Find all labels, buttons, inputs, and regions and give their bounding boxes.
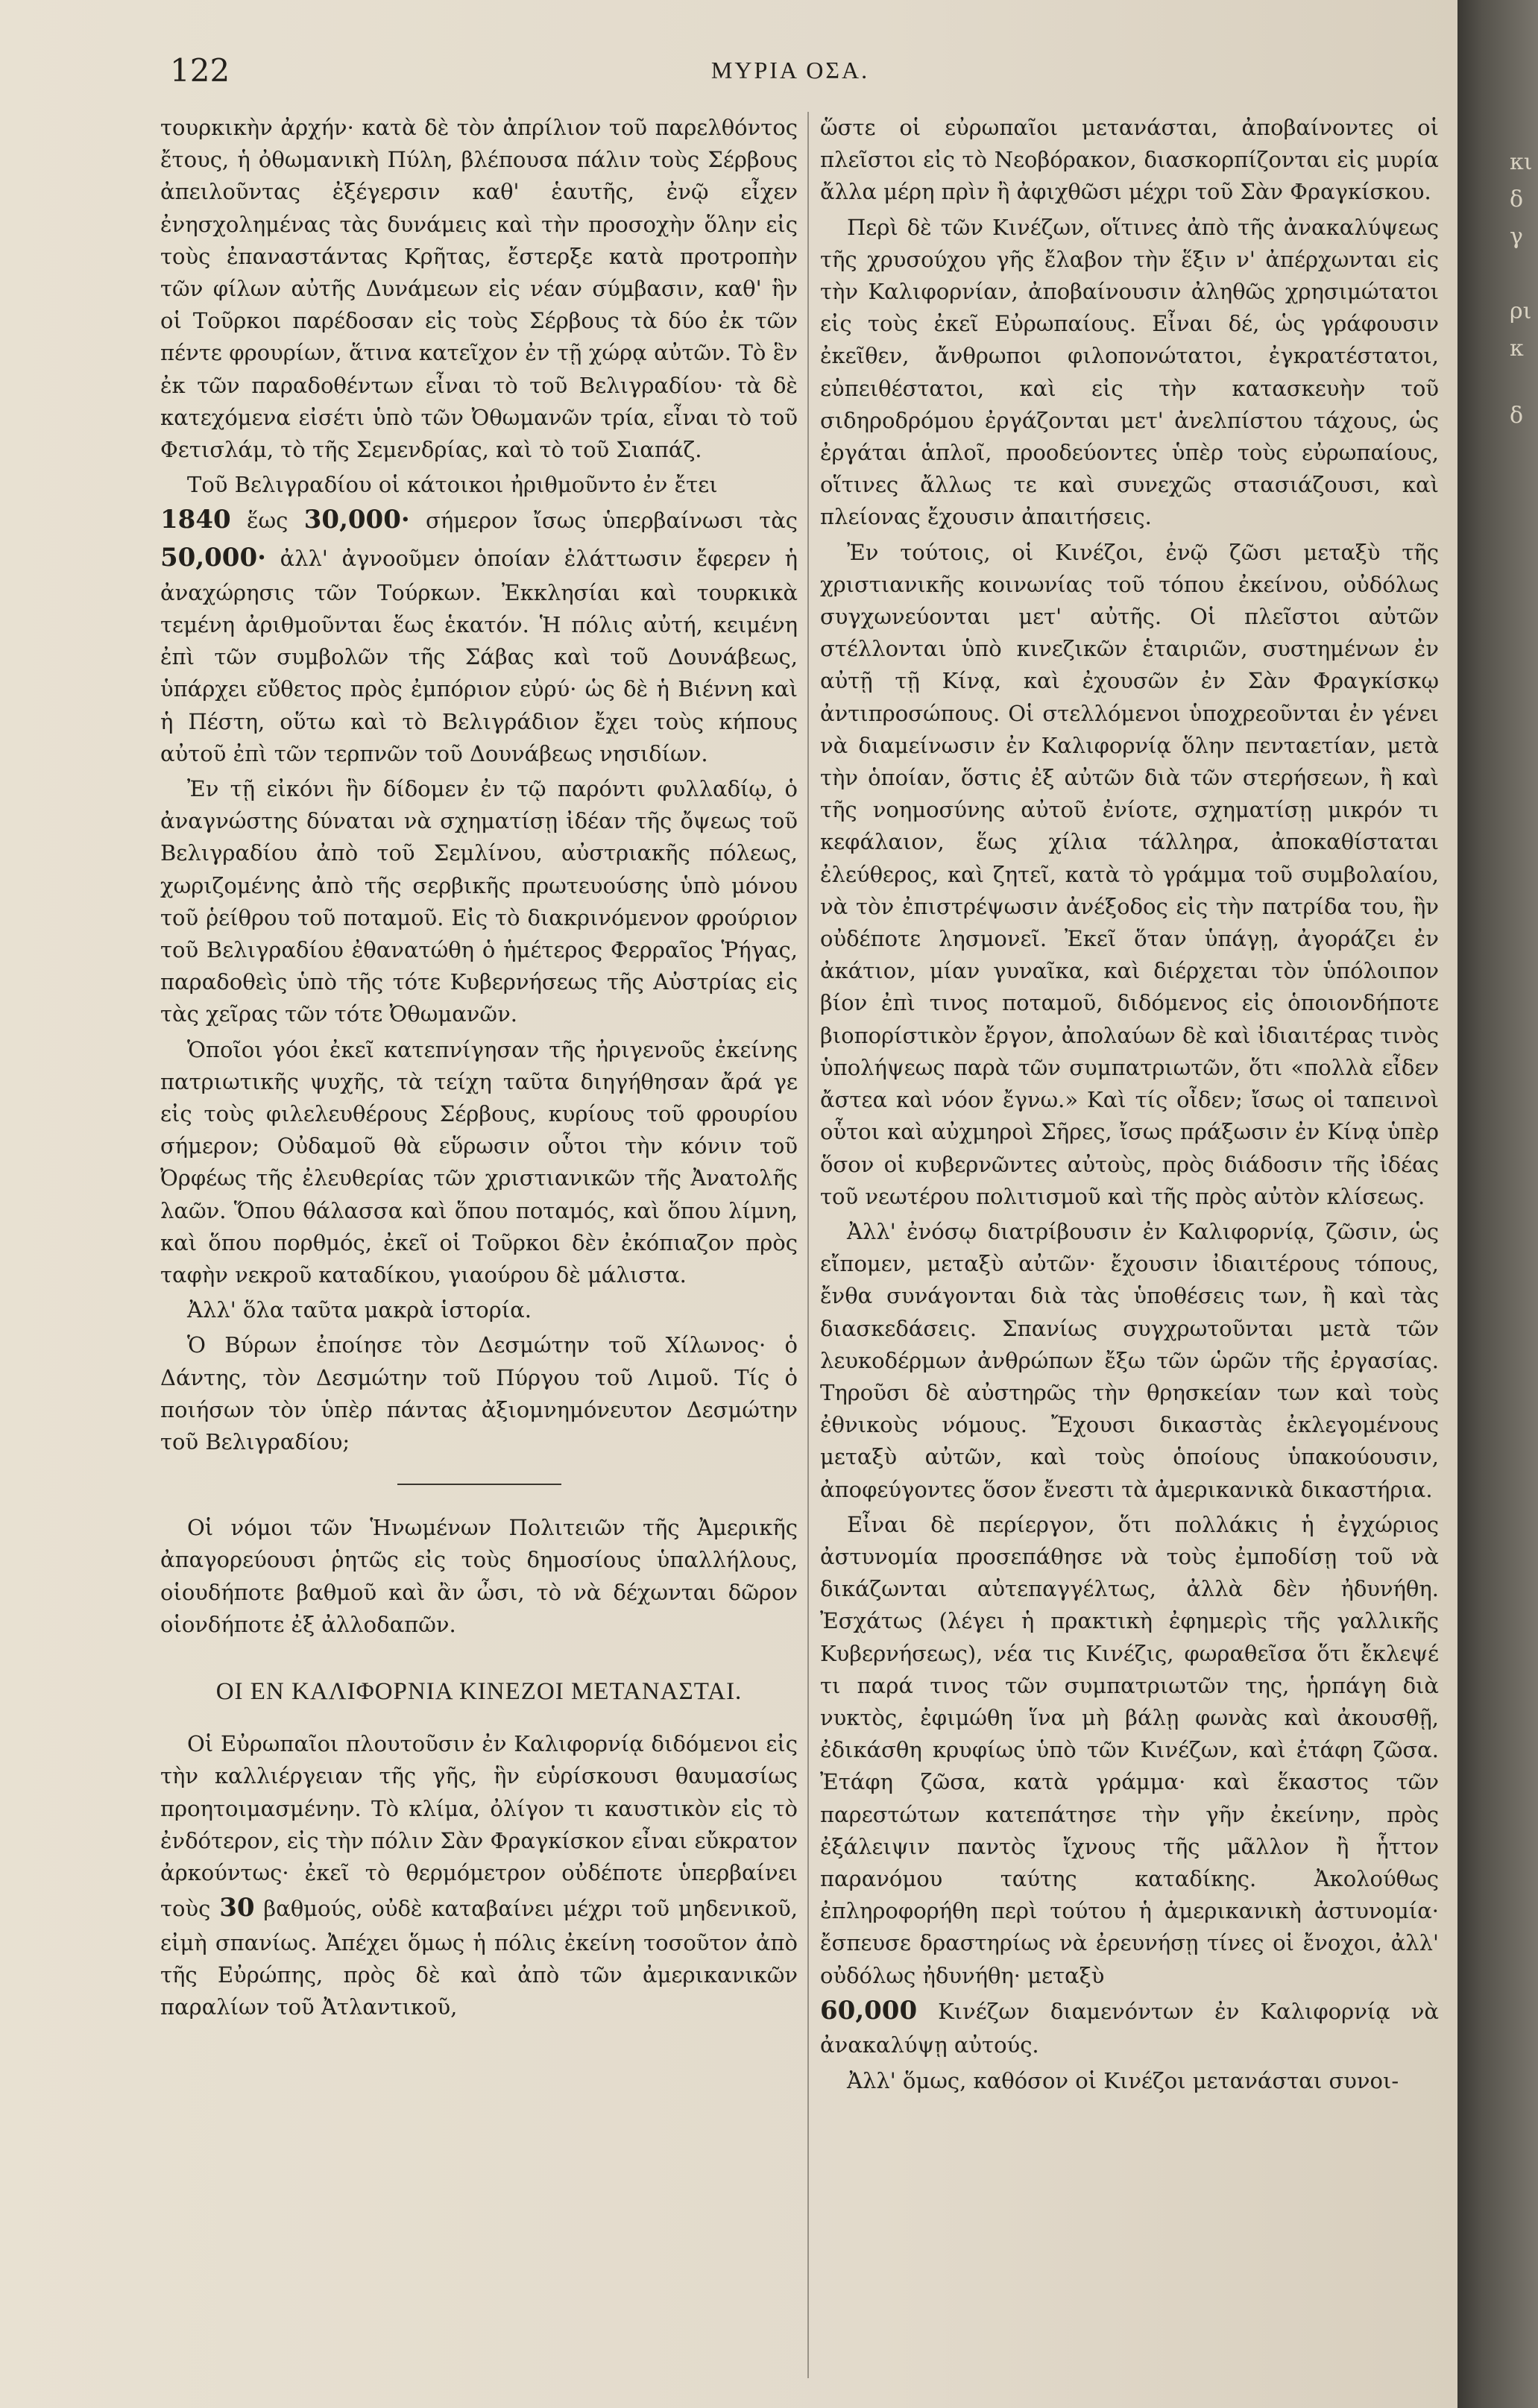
police-text-a: Εἶναι δὲ περίεργον, ὅτι πολλάκις ἡ ἐγχώριος ἀστυνομία προσεπάθησε νὰ τοὺς ἐμποδίσῃ τοῦ νὰ δικάζωνται αὐτεπαγγέλτως, ἀλλὰ δὲν ἠδυνήθη. Ἐσχάτως (λέγει ἡ πρακτικὴ ἐφημερὶς τῆς γαλλικῆς Κυβερνήσεως), νέα τις Κινέζις, φωραθεῖσα ὅτι ἔκλεψέ τι παρά τινος τῶν συμπατριωτῶν της, ἡρπάγη διὰ νυκτὸς, ἐφιμώθη ἵνα μὴ βάλῃ φωνὰς καὶ ἀκουσθῇ, ἐδικάσθη κρυφίως ὑπὸ τῶν Κινέζων, καὶ ἐτάφη ζῶσα. Ἐτάφη ζῶσα, κατὰ γράμμα· καὶ ἕκαστος τῶν παρεστώτων κατεπάτησε τὴν γῆν ἐκείνην, πρὸς ἐξάλειψιν παντὸς ἴχνους τῆς μᾶλλον ἢ ἧττον παρανόμου ταύτης καταδίκης. Ἀκολούθως ἐπληροφορήθη περὶ τούτου ἡ ἀμερικανικὴ ἀστυνομία· ἔσπευσε δραστηρίως νὰ ἐρευνήσῃ τίνες οἱ ἔνοχοι, ἀλλ' οὐδόλως ἠδυνήθη· μεταξὺ xyxy=(820,1511,1439,1988)
left-paragraph-5: Ἀλλ' ὅλα ταῦτα μακρὰ ἱστορία. xyxy=(187,1297,532,1323)
right-paragraph-5 xyxy=(820,1509,1439,2062)
right-paragraph-3: Ἐν τούτοις, οἱ Κινέζοι, ἐνῷ ζῶσι μεταξὺ τῆς χριστιανικῆς κοινωνίας τοῦ τόπου ἐκείνου, οὐδόλως συγχωνεύονται μετ' αὐτῆς. Οἱ πλεῖστοι αὐτῶν στέλλονται ὑπὸ κινεζικῶν ἑταιριῶν, συστημένων ἐν αὐτῇ τῇ Κίνᾳ, καὶ ἐχουσῶν ἐν Σὰν Φραγκίσκῳ ἀντιπροσώπους. Οἱ στελλόμενοι ὑποχρεοῦνται ἐν γένει νὰ διαμείνωσιν ἐν Καλιφορνίᾳ ὅλην πενταετίαν, μετὰ τὴν ὁποίαν, ὅστις ἐξ αὐτῶν διὰ τῶν στερήσεων, ἢ καὶ τῆς νοημοσύνης αὐτοῦ ἐνίοτε, σχηματίσῃ μικρόν τι κεφάλαιον, ἕως χίλια τάλληρα, ἀποκαθίσταται ἐλεύθερος, καὶ ζητεῖ, κατὰ τὸ γράμμα τοῦ συμβολαίου, νὰ τὸν ἐπιστρέψωσιν ἀνέξοδος εἰς τὴν πατρίδα του, ἣν οὐδέποτε λησμονεῖ. Ἐκεῖ ὅταν ὑπάγῃ, ἀγοράζει ἐν ἀκάτιον, μίαν γυναῖκα, καὶ διέρχεται τὸν ὑπόλοιπον βίον ἐπὶ τινος ποταμοῦ, διδόμενος εἰς ὁποιονδήποτε βιοπορίστικὸν ἔργον, ἀπολαύων δὲ καὶ ἰδιαιτέρας τινὸς ὑπολήψεως παρὰ τῶν συμπατριωτῶν, ὅτι «πολλὰ εἶδεν ἄστεα καὶ νόον ἔγνω.» Καὶ τίς οἶδεν; ἴσως οἱ ταπεινοὶ οὗτοι καὶ αὐχμηροὶ Σῆρες, ἴσως πράξωσιν ἐν Κίνᾳ ὑπὲρ ὅσον οἱ κυβερνῶντες αὐτοὺς, πρὸς διάδοσιν τῆς ἰδέας τοῦ νεωτέρου πολιτισμοῦ καὶ τῆς πρὸς αὐτὸν κλίσεως. xyxy=(820,539,1439,1209)
right-column xyxy=(820,112,1439,2100)
population-30000: 30,000· xyxy=(303,505,410,535)
edge-fragment: κ xyxy=(1510,335,1524,362)
belgrade-population-text-d: ἀλλ' ἀγνοοῦμεν ὁποίαν ἐλάττωσιν ἔφερεν ἡ ἀναχώρησις τῶν Τούρκων. Ἐκκλησίαι καὶ τουρκικὰ τεμένη ἀριθμοῦνται ἕως ἑκατόν. Ἡ πόλις αὐτή, κειμένη ἐπὶ τῶν συμβολῶν τῆς Σάβας καὶ τοῦ Δουνάβεως, ὑπάρχει εὔθετος πρὸς ἐμπόριον εὐρύ· ὡς δὲ ἡ Βιέννη καὶ ἡ Πέστη, οὕτω καὶ τὸ Βελιγράδιον ἔχει τοὺς κήπους αὐτοῦ ἐπὶ τῶν τερπνῶν τοῦ Δουνάβεως νησιδίων. xyxy=(160,546,798,766)
right-paragraph-1: ὥστε οἱ εὐρωπαῖοι μετανάσται, ἀποβαίνοντες οἱ πλεῖστοι εἰς τὸ Νεοβόρακον, διασκορπίζονται εἰς μυρία ἄλλα μέρη πρὶν ἢ ἀφιχθῶσι μέχρι τοῦ Σὰν Φραγκίσκου. xyxy=(820,115,1439,205)
belgrade-population-text-a: Τοῦ Βελιγραδίου οἱ κάτοικοι ἠριθμοῦντο ἐν ἔτει xyxy=(187,472,718,498)
left-paragraph-1: τουρκικὴν ἀρχήν· κατὰ δὲ τὸν ἀπρίλιον τοῦ παρελθόντος ἔτους, ἡ ὀθωμανικὴ Πύλη, βλέπουσα πάλιν τοὺς Σέρβους ἀπειλοῦντας ἐξέγερσιν καθ' ἑαυτῆς, ἐνῷ εἶχεν ἐνησχολημένας τὰς δυνάμεις καὶ τὴν προσοχὴν ὅλην εἰς τοὺς ἐπαναστάντας Κρῆτας, ἔστερξε κατὰ προτροπὴν τῶν φίλων αὐτῆς Δυνάμεων εἰς νέαν σύμβασιν, καθ' ἣν οἱ Τοῦρκοι παρέδοσαν εἰς τοὺς Σέρβους τὰ δύο ἐκ τῶν πέντε φρουρίων, ἅτινα κατεῖχον ἐν τῇ χώρᾳ αὐτῶν. Τὸ ἓν ἐκ τῶν παραδοθέντων εἶναι τὸ τοῦ Βελιγραδίου· τὰ δὲ κατεχόμενα εἰσέτι ὑπὸ τῶν Ὀθωμανῶν τρία, εἶναι τὸ τοῦ Φετισλάμ, τὸ τῆς Σεμενδρίας, καὶ τὸ τοῦ Σιαπάζ. xyxy=(160,115,798,463)
left-paragraph-7: Οἱ νόμοι τῶν Ἡνωμένων Πολιτειῶν τῆς Ἀμερικῆς ἀπαγορεύουσι ῥητῶς εἰς τοὺς δημοσίους ὑπαλλήλους, οἱουδήποτε βαθμοῦ καὶ ἂν ὦσι, τὸ νὰ δέχωνται δῶρον οἱονδήποτε ἐξ ἀλλοδαπῶν. xyxy=(160,1515,798,1637)
left-paragraph-6: Ὁ Βύρων ἐποίησε τὸν Δεσμώτην τοῦ Χίλωνος· ὁ Δάντης, τὸν Δεσμώτην τοῦ Πύργου τοῦ Λιμοῦ. Τίς ὁ ποιήσων τὸν ὑπὲρ πάντας ἀξιομνημόνευτον Δεσμώτην τοῦ Βελιγραδίου; xyxy=(160,1332,798,1455)
next-page-edge xyxy=(1457,0,1538,2408)
left-paragraph-2 xyxy=(160,469,798,770)
right-paragraph-2: Περὶ δὲ τῶν Κινέζων, οἵτινες ἀπὸ τῆς ἀνακαλύψεως τῆς χρυσούχου γῆς ἔλαβον τὴν ἕξιν ν' ἀπέρχωνται εἰς τὴν Καλιφορνίαν, ἀποβαίνουσιν ἀληθῶς χρησιμώτατοι εἰς τοὺς ἐκεῖ Εὐρωπαίους. Εἶναι δέ, ὡς γράφουσιν ἐκεῖθεν, ἄνθρωποι φιλοπονώτατοι, ἐγκρατέστατοι, εὐπειθέστατοι, καὶ εἰς τὴν κατασκευὴν τοῦ σιδηροδρόμου ἐργάζονται μετ' ἀνελπίστου τάχους, ὡς ἐργάται ἁπλοῖ, προοδεύοντες ὑπὲρ τοὺς εὐρωπαίους, οἵτινες ἄλλως τε καὶ συνεχῶς στασιάζουσι, καὶ πλείονας ἔχουσιν ἀπαιτήσεις. xyxy=(820,214,1439,530)
degrees-30: 30 xyxy=(219,1893,255,1923)
edge-fragment: γ xyxy=(1510,224,1523,250)
chinese-60000: 60,000 xyxy=(820,1995,918,2026)
left-paragraph-3: Ἐν τῇ εἰκόνι ἣν δίδομεν ἐν τῷ παρόντι φυλλαδίῳ, ὁ ἀναγνώστης δύναται νὰ σχηματίσῃ ἰδέαν τῆς ὄψεως τοῦ Βελιγραδίου ἀπὸ τοῦ Σεμλίνου, αὐστριακῆς πόλεως, χωριζομένης ἀπὸ τῆς σερβικῆς πρωτευούσης ὑπὸ μόνου τοῦ ῥείθρου τοῦ ποταμοῦ. Εἰς τὸ διακρινόμενον φρούριον τοῦ Βελιγραδίου ἐθανατώθη ὁ ἡμέτερος Φερραῖος Ῥήγας, παραδοθεὶς ὑπὸ τῆς τότε Κυβερνήσεως τῆς Αὐστρίας εἰς τὰς χεῖρας τῶν τότε Ὀθωμανῶν. xyxy=(160,775,798,1027)
page-number: 122 xyxy=(170,52,230,89)
column-divider xyxy=(807,112,809,2378)
section-divider xyxy=(397,1484,561,1485)
left-column xyxy=(160,112,798,2026)
edge-fragment: δ xyxy=(1510,403,1524,429)
police-text-b: Κινέζων διαμενόντων ἐν Καλιφορνίᾳ νὰ ἀνακαλύψῃ αὐτούς. xyxy=(820,1998,1439,2058)
right-paragraph-6: Ἀλλ' ὅμως, καθόσον οἱ Κινέζοι μετανάσται συνοι- xyxy=(847,2067,1399,2093)
right-paragraph-4: Ἀλλ' ἐνόσῳ διατρίβουσιν ἐν Καλιφορνίᾳ, ζῶσιν, ὡς εἴπομεν, μεταξὺ αὐτῶν· ἔχουσιν ἰδιαιτέρους τόπους, ἔνθα συνάγονται διὰ τὰς ὑποθέσεις των, ἢ καὶ τὰς διασκεδάσεις. Σπανίως συγχρωτοῦνται μετὰ τῶν λευκοδέρμων ἀνθρώπων ἔξω τῶν ὡρῶν τῆς ἐργασίας. Τηροῦσι δὲ αὐστηρῶς τὴν θρησκείαν των καὶ τοὺς ἐθνικοὺς νόμους. Ἔχουσι δικαστὰς ἐκλεγομένους μεταξὺ αὐτῶν, καὶ τοὺς ὁποίους ὑπακούουσιν, ἀποφεύγοντες ὅσον ἔνεστι τὰ ἀμερικανικὰ δικαστήρια. xyxy=(820,1218,1439,1502)
section-heading: ΟΙ ΕΝ ΚΑΛΙΦΟΡΝΙΑ ΚΙΝΕΖΟΙ ΜΕΤΑΝΑΣΤΑΙ. xyxy=(215,1678,743,1706)
journal-title: ΜΥΡΙΑ ΟΣΑ. xyxy=(710,57,870,83)
left-paragraph-4: Ὁποῖοι γόοι ἐκεῖ κατεπνίγησαν τῆς ἠριγενοῦς ἐκείνης πατριωτικῆς ψυχῆς, τὰ τείχη ταῦτα διηγήθησαν ἄρά γε εἰς τοὺς φιλελευθέρους Σέρβους, κυρίους τοῦ φρουρίου σήμερον; Οὐδαμοῦ θὰ εὕρωσιν οὗτοι τὴν κόνιν τοῦ Ὀρφέως τῆς ἐλευθερίας τῶν χριστιανικῶν τῆς Ἀνατολῆς λαῶν. Ὅπου θάλασσα καὶ ὅπου ποταμός, καὶ ὅπου λίμνη, καὶ ὅπου πορθμός, ἐκεῖ οἱ Τοῦρκοι δὲν ἐκόπιαζον πρὸς ταφὴν νεκροῦ καταδίκου, γιαούρου δὲ μάλιστα. xyxy=(160,1036,798,1288)
belgrade-population-text-c: σήμερον ἴσως ὑπερβαίνωσι τὰς xyxy=(426,508,798,534)
california-text-a: Οἱ Εὐρωπαῖοι πλουτοῦσιν ἐν Καλιφορνίᾳ διδόμενοι εἰς τὴν καλλιέργειαν τῆς γῆς, ἣν εὑρίσκουσι θαυμασίως προητοιμασμένην. Τὸ κλίμα, ὀλίγον τι καυστικὸν εἰς τὸ ἐνδότερον, εἰς τὴν πόλιν Σὰν Φραγκίσκον εἶναι εὔκρατον ἀρκούντως· ἐκεῖ τὸ θερμόμετρον οὐδέποτε ὑπερβαίνει τοὺς xyxy=(160,1731,798,1922)
running-head xyxy=(149,52,1431,97)
edge-fragment: ρι xyxy=(1510,298,1532,324)
year-1840: 1840 xyxy=(160,505,231,535)
population-50000: 50,000· xyxy=(160,543,266,573)
belgrade-population-text-b: ἕως xyxy=(246,508,289,534)
edge-fragment: κι xyxy=(1510,149,1533,175)
left-paragraph-8 xyxy=(160,1728,798,2023)
edge-fragment: δ xyxy=(1510,186,1524,212)
california-text-b: βαθμούς, οὐδὲ καταβαίνει μέχρι τοῦ μηδενικοῦ, εἰμὴ σπανίως. Ἀπέχει ὅμως ἡ πόλις ἐκείνη τοσοῦτον ἀπὸ τῆς Εὐρώπης, πρὸς δὲ καὶ ἀπὸ τῶν ἀμερικανικῶν παραλίων τοῦ Ἀτλαντικοῦ, xyxy=(160,1896,798,2020)
